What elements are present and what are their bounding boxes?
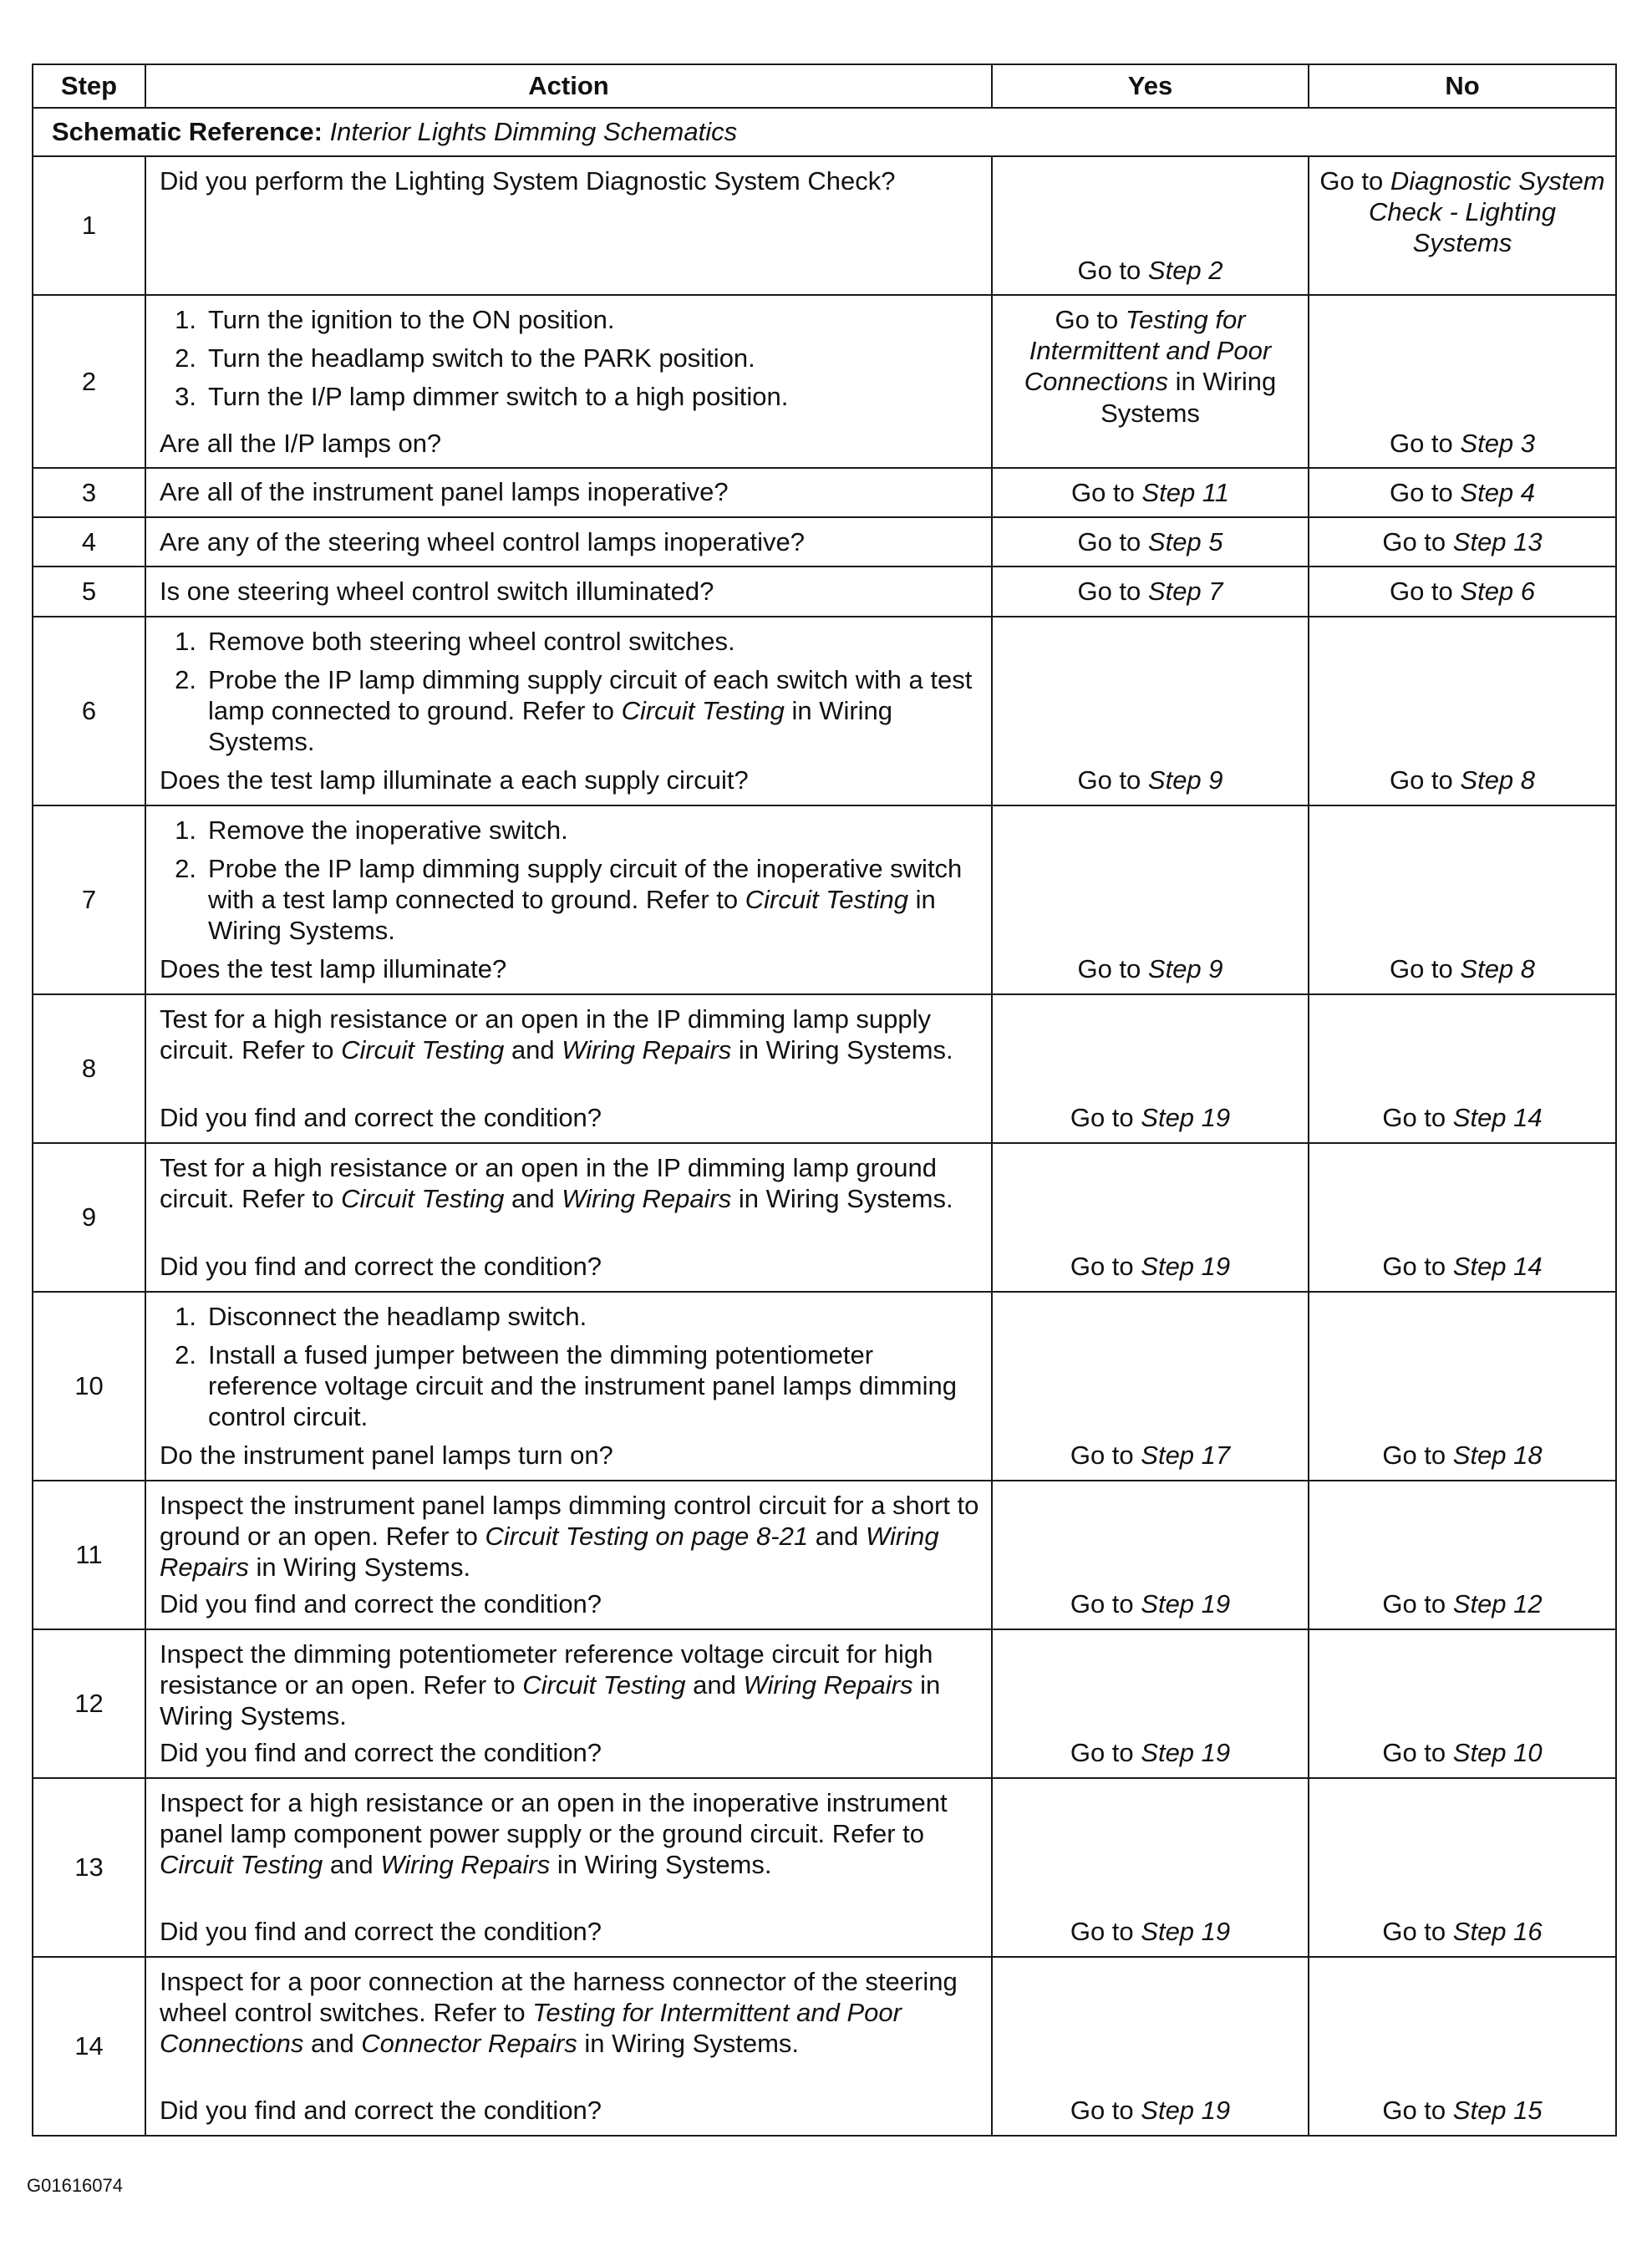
text-run: Go to: [1389, 428, 1461, 458]
action-cell: [145, 468, 992, 517]
table-row: [33, 1481, 1616, 1629]
text-run: Go to: [1077, 954, 1148, 984]
step-number: 13: [33, 1778, 145, 1957]
text-run: Step 19: [1141, 1738, 1231, 1768]
action-content: [160, 815, 981, 985]
text-run: Step 19: [1141, 1589, 1231, 1619]
yes-cell: [992, 1778, 1309, 1957]
yes-result: [999, 477, 1301, 508]
action-instructions: [160, 815, 981, 954]
text-run: Go to: [1382, 2096, 1453, 2126]
action-text: [160, 1639, 981, 1732]
no-cell: [1309, 1629, 1616, 1778]
no-cell: [1309, 1481, 1616, 1629]
action-cell: [145, 1143, 992, 1292]
yes-cell: [992, 1481, 1309, 1629]
text-run: Step 10: [1452, 1738, 1543, 1768]
action-question: Did you perform the Lighting System Diagnostic System Check?: [160, 166, 896, 196]
text-run: Go to: [1382, 527, 1453, 557]
action-text: [160, 1004, 981, 1065]
table-row: [33, 1778, 1616, 1957]
no-result: [1316, 165, 1609, 259]
yes-result: [999, 1916, 1301, 1947]
yes-cell: [992, 805, 1309, 994]
text-run: Testing for Intermittent and Poor Connections: [160, 1997, 902, 2058]
text-run: Go to: [1077, 255, 1148, 285]
text-run: and: [685, 1669, 744, 1700]
step-number: 8: [33, 994, 145, 1143]
action-question: Is one steering wheel control switch illuminated?: [160, 576, 714, 606]
no-cell: [1309, 567, 1616, 616]
yes-cell: [992, 295, 1309, 468]
step-number: 7: [33, 805, 145, 994]
text-run: Step 8: [1460, 954, 1536, 984]
text-run: and: [323, 1849, 381, 1879]
yes-cell: [992, 1292, 1309, 1481]
instruction-number: 1.: [175, 1301, 196, 1331]
instruction-item: [160, 853, 981, 947]
text-run: in Wiring Systems.: [160, 1669, 941, 1730]
text-run: Step 8: [1460, 765, 1536, 795]
no-result: [1316, 1102, 1609, 1133]
no-result: [1316, 428, 1609, 459]
yes-result: [999, 2095, 1301, 2126]
instruction-list: [160, 815, 981, 947]
action-content: [160, 1966, 981, 2127]
text-run: in Wiring Systems.: [731, 1183, 953, 1213]
action-text: [160, 1787, 981, 1881]
text-run: in Wiring Systems.: [248, 1552, 471, 1582]
text-run: Go to: [1070, 1103, 1141, 1133]
action-content: [160, 626, 981, 796]
text-run: Circuit Testing: [522, 1669, 686, 1700]
text-run: Test for a high resistance or an open in the IP dimming lamp ground circuit. Refer to: [160, 1152, 937, 1213]
text-run: Go to: [1382, 1252, 1453, 1282]
text-run: Step 7: [1147, 577, 1223, 607]
yes-cell: [992, 994, 1309, 1143]
instruction-number: 3.: [175, 382, 196, 412]
no-result: [1316, 1737, 1609, 1768]
no-cell: [1309, 617, 1616, 805]
table-row: [33, 1292, 1616, 1481]
text-run: in Wiring Systems.: [577, 2028, 800, 2058]
instruction-text: [208, 664, 981, 758]
instruction-text: Install a fused jumper between the dimming potentiometer reference voltage circuit and the instrument panel lamps dimming control circuit.: [208, 1339, 958, 1432]
schematic-reference: [33, 108, 1616, 156]
action-cell: [145, 617, 992, 805]
header-step: Step: [33, 64, 145, 108]
action-question: Did you find and correct the condition?: [160, 2096, 602, 2126]
text-run: Go to: [1070, 1252, 1141, 1282]
step-number: 3: [33, 468, 145, 517]
text-run: Test for a high resistance or an open in the IP dimming lamp supply circuit. Refer to: [160, 1004, 932, 1065]
yes-result: [999, 304, 1301, 429]
no-result: [1316, 477, 1609, 508]
text-run: Go to: [1389, 954, 1461, 984]
action-content: [160, 576, 981, 606]
text-run: Go to: [1382, 1917, 1453, 1947]
no-result: [1316, 526, 1609, 557]
instruction-list: [160, 304, 981, 413]
action-content: [160, 1301, 981, 1471]
table-row: [33, 468, 1616, 517]
action-instructions: [160, 1639, 981, 1732]
yes-cell: [992, 468, 1309, 517]
action-cell: [145, 1481, 992, 1629]
yes-cell: [992, 567, 1309, 616]
yes-cell: [992, 517, 1309, 567]
text-run: Wiring Repairs: [380, 1849, 551, 1879]
yes-cell: [992, 1629, 1309, 1778]
figure-id: G01616074: [27, 2175, 123, 2196]
action-content: [160, 165, 981, 286]
text-run: Step 12: [1452, 1589, 1543, 1619]
step-number: 12: [33, 1629, 145, 1778]
no-cell: [1309, 468, 1616, 517]
text-run: Go to: [1070, 1589, 1141, 1619]
no-result: [1316, 765, 1609, 795]
no-result: [1316, 1440, 1609, 1471]
no-cell: [1309, 1778, 1616, 1957]
text-run: Go to: [1382, 1441, 1453, 1471]
yes-cell: [992, 617, 1309, 805]
no-cell: [1309, 517, 1616, 567]
header-yes: Yes: [992, 64, 1309, 108]
no-cell: [1309, 1143, 1616, 1292]
text-run: and: [808, 1521, 867, 1551]
text-run: Go to: [1382, 1738, 1453, 1768]
text-run: Step 13: [1452, 527, 1543, 557]
instruction-text: Turn the ignition to the ON position.: [208, 305, 615, 334]
text-run: Step 2: [1147, 255, 1223, 285]
step-number: 2: [33, 295, 145, 468]
text-run: in Wiring Systems.: [731, 1034, 953, 1065]
text-run: Probe the IP lamp dimming supply circuit of the inoperative switch with a test lamp connected to ground. Refer to: [208, 853, 963, 914]
instruction-number: 1.: [175, 626, 196, 656]
action-text: [160, 1966, 981, 2060]
action-cell: [145, 1778, 992, 1957]
yes-result: [999, 1737, 1301, 1768]
instruction-number: 2.: [175, 853, 196, 883]
text-run: Step 19: [1141, 1252, 1231, 1282]
text-run: Go to: [1389, 577, 1461, 607]
table-row: [33, 567, 1616, 616]
action-content: [160, 1787, 981, 1948]
action-question: Do the instrument panel lamps turn on?: [160, 1441, 613, 1471]
text-run: Step 19: [1141, 1917, 1231, 1947]
text-run: Go to: [1070, 1738, 1141, 1768]
instruction-number: 2.: [175, 1339, 196, 1369]
yes-result: [999, 1588, 1301, 1619]
action-question: Are all of the instrument panel lamps inoperative?: [160, 477, 729, 507]
instruction-item: [160, 343, 981, 373]
instruction-list: [160, 1301, 981, 1433]
text-run: Step 19: [1141, 2096, 1231, 2126]
no-cell: [1309, 295, 1616, 468]
text-run: Probe the IP lamp dimming supply circuit of each switch with a test lamp connected to ground. Refer to: [208, 664, 973, 725]
no-result: [1316, 1251, 1609, 1282]
text-run: Step 11: [1141, 478, 1229, 507]
no-cell: [1309, 1957, 1616, 2136]
instruction-item: [160, 815, 981, 846]
action-content: [160, 1490, 981, 1620]
step-number: 11: [33, 1481, 145, 1629]
text-run: Step 14: [1452, 1252, 1543, 1282]
text-run: in Wiring Systems: [1100, 367, 1277, 428]
action-instructions: [160, 626, 981, 765]
text-run: Step 9: [1147, 954, 1223, 984]
instruction-number: 1.: [175, 305, 196, 334]
instruction-item: [160, 664, 981, 758]
text-run: Circuit Testing on page 8-21: [485, 1521, 809, 1551]
text-run: Step 15: [1452, 2096, 1543, 2126]
no-cell: [1309, 994, 1616, 1143]
text-run: Go to: [1389, 765, 1461, 795]
text-run: Go to: [1382, 1589, 1453, 1619]
table-row: [33, 295, 1616, 468]
step-number: 4: [33, 517, 145, 567]
action-question: Did you find and correct the condition?: [160, 1589, 602, 1619]
header-no: No: [1309, 64, 1616, 108]
action-instructions: [160, 1787, 981, 1881]
action-instructions: [160, 1004, 981, 1065]
action-content: [160, 1639, 981, 1769]
yes-result: [999, 953, 1301, 984]
step-number: 10: [33, 1292, 145, 1481]
yes-cell: [992, 156, 1309, 295]
table-row: [33, 1143, 1616, 1292]
no-cell: [1309, 1292, 1616, 1481]
action-cell: [145, 1629, 992, 1778]
action-cell: [145, 1292, 992, 1481]
action-text: [160, 1152, 981, 1214]
text-run: Connector Repairs: [361, 2028, 577, 2058]
action-content: [160, 477, 981, 507]
header-action: Action: [145, 64, 992, 108]
text-run: Inspect the instrument panel lamps dimming control circuit for a short to ground or an open. Refer to: [160, 1490, 979, 1551]
action-content: [160, 526, 981, 556]
text-run: Wiring Repairs: [562, 1183, 732, 1213]
no-result: [1316, 1916, 1609, 1947]
instruction-number: 2.: [175, 343, 196, 373]
text-run: Go to: [1077, 527, 1148, 557]
yes-cell: [992, 1957, 1309, 2136]
action-instructions: [160, 304, 981, 420]
text-run: Wiring Repairs: [160, 1521, 939, 1582]
text-run: Go to: [1070, 2096, 1141, 2126]
instruction-item: [160, 626, 981, 657]
text-run: in Wiring Systems.: [208, 695, 893, 757]
text-run: Testing for Intermittent and Poor Connections: [1024, 305, 1272, 397]
yes-result: [999, 765, 1301, 795]
text-run: Go to: [1077, 765, 1148, 795]
text-run: Inspect for a high resistance or an open in the inoperative instrument panel lamp component power supply or the ground circuit. Refer to: [160, 1787, 948, 1848]
yes-cell: [992, 1143, 1309, 1292]
text-run: Circuit Testing: [341, 1183, 505, 1213]
text-run: Step 5: [1147, 527, 1223, 557]
text-run: in Wiring Systems.: [208, 884, 936, 946]
yes-result: [999, 526, 1301, 557]
schematic-reference-title: Interior Lights Dimming Schematics: [329, 117, 738, 147]
action-question: Does the test lamp illuminate a each supply circuit?: [160, 765, 749, 795]
instruction-item: [160, 304, 981, 335]
text-run: Remove both steering wheel control switches.: [208, 626, 735, 656]
text-run: Step 19: [1141, 1103, 1231, 1133]
instruction-item: [160, 1339, 981, 1433]
no-cell: [1309, 156, 1616, 295]
step-number: 5: [33, 567, 145, 616]
action-cell: [145, 517, 992, 567]
diagnostic-table: [32, 64, 1617, 2137]
yes-result: [999, 576, 1301, 607]
text-run: Step 14: [1452, 1103, 1543, 1133]
step-number: 1: [33, 156, 145, 295]
instruction-number: 1.: [175, 815, 196, 845]
action-question: Did you find and correct the condition?: [160, 1103, 602, 1133]
no-result: [1316, 2095, 1609, 2126]
text-run: Step 16: [1452, 1917, 1543, 1947]
yes-result: [999, 1440, 1301, 1471]
action-question: Did you find and correct the condition?: [160, 1738, 602, 1768]
text-run: Diagnostic System Check - Lighting Systems: [1368, 166, 1605, 258]
text-run: Step 6: [1460, 577, 1536, 607]
text-run: Step 18: [1452, 1441, 1543, 1471]
text-run: Step 17: [1141, 1441, 1231, 1471]
action-text: [160, 1490, 981, 1583]
action-question: Does the test lamp illuminate?: [160, 954, 507, 984]
action-cell: [145, 994, 992, 1143]
text-run: Inspect the dimming potentiometer reference voltage circuit for high resistance or an open. Refer to: [160, 1639, 933, 1700]
action-content: [160, 1152, 981, 1283]
text-run: Go to: [1389, 478, 1461, 507]
instruction-number: 2.: [175, 664, 196, 694]
yes-result: [999, 1251, 1301, 1282]
yes-result: [999, 255, 1301, 286]
instruction-item: [160, 381, 981, 412]
schematic-reference-label: Schematic Reference:: [52, 117, 323, 147]
text-run: Go to: [1382, 1103, 1453, 1133]
text-run: and: [303, 2028, 362, 2058]
no-cell: [1309, 805, 1616, 994]
table-row: [33, 617, 1616, 805]
text-run: Go to: [1055, 305, 1126, 334]
no-result: [1316, 576, 1609, 607]
action-question: Did you find and correct the condition?: [160, 1252, 602, 1282]
text-run: Go to: [1070, 1441, 1141, 1471]
text-run: Remove the inoperative switch.: [208, 815, 568, 845]
action-instructions: [160, 1966, 981, 2060]
action-content: [160, 304, 981, 459]
text-run: Circuit Testing: [745, 884, 909, 914]
table-row: [33, 517, 1616, 567]
text-run: Circuit Testing: [160, 1849, 323, 1879]
text-run: and: [504, 1034, 562, 1065]
text-run: Go to: [1077, 577, 1148, 607]
step-number: 14: [33, 1957, 145, 2136]
header-row: [33, 64, 1616, 108]
action-question: Are all the I/P lamps on?: [160, 428, 442, 458]
step-number: 6: [33, 617, 145, 805]
table-row: [33, 1629, 1616, 1778]
instruction-text: Disconnect the headlamp switch.: [208, 1301, 587, 1331]
table-row: [33, 156, 1616, 295]
step-number: 9: [33, 1143, 145, 1292]
text-run: Step 4: [1460, 478, 1536, 507]
table-row: [33, 994, 1616, 1143]
instruction-text: Turn the I/P lamp dimmer switch to a high position.: [208, 382, 789, 412]
instruction-text: [208, 853, 981, 947]
action-cell: [145, 156, 992, 295]
yes-result: [999, 1102, 1301, 1133]
no-result: [1316, 1588, 1609, 1619]
action-cell: [145, 295, 992, 468]
action-cell: [145, 1957, 992, 2136]
text-run: Go to: [1319, 166, 1390, 196]
text-run: Circuit Testing: [621, 695, 785, 725]
action-cell: [145, 805, 992, 994]
text-run: Step 3: [1460, 428, 1536, 458]
text-run: Go to: [1070, 478, 1142, 507]
text-run: Circuit Testing: [341, 1034, 505, 1065]
instruction-text: Turn the headlamp switch to the PARK position.: [208, 343, 755, 373]
text-run: in Wiring Systems.: [550, 1849, 772, 1879]
action-content: [160, 1004, 981, 1134]
text-run: Wiring Repairs: [743, 1669, 913, 1700]
text-run: Wiring Repairs: [562, 1034, 732, 1065]
action-instructions: [160, 1301, 981, 1441]
no-result: [1316, 953, 1609, 984]
instruction-list: [160, 626, 981, 758]
action-question: Are any of the steering wheel control lamps inoperative?: [160, 526, 805, 556]
table-row: [33, 1957, 1616, 2136]
instruction-item: [160, 1301, 981, 1332]
table-row: [33, 805, 1616, 994]
text-run: Inspect for a poor connection at the harness connector of the steering wheel control switches. Refer to: [160, 1966, 958, 2027]
instruction-text: [208, 815, 568, 846]
text-run: and: [504, 1183, 562, 1213]
action-question: Did you find and correct the condition?: [160, 1917, 602, 1947]
action-cell: [145, 567, 992, 616]
schematic-reference-row: [33, 108, 1616, 156]
instruction-text: [208, 626, 735, 657]
text-run: Step 9: [1147, 765, 1223, 795]
text-run: Go to: [1070, 1917, 1141, 1947]
action-instructions: [160, 1152, 981, 1214]
action-instructions: [160, 1490, 981, 1583]
